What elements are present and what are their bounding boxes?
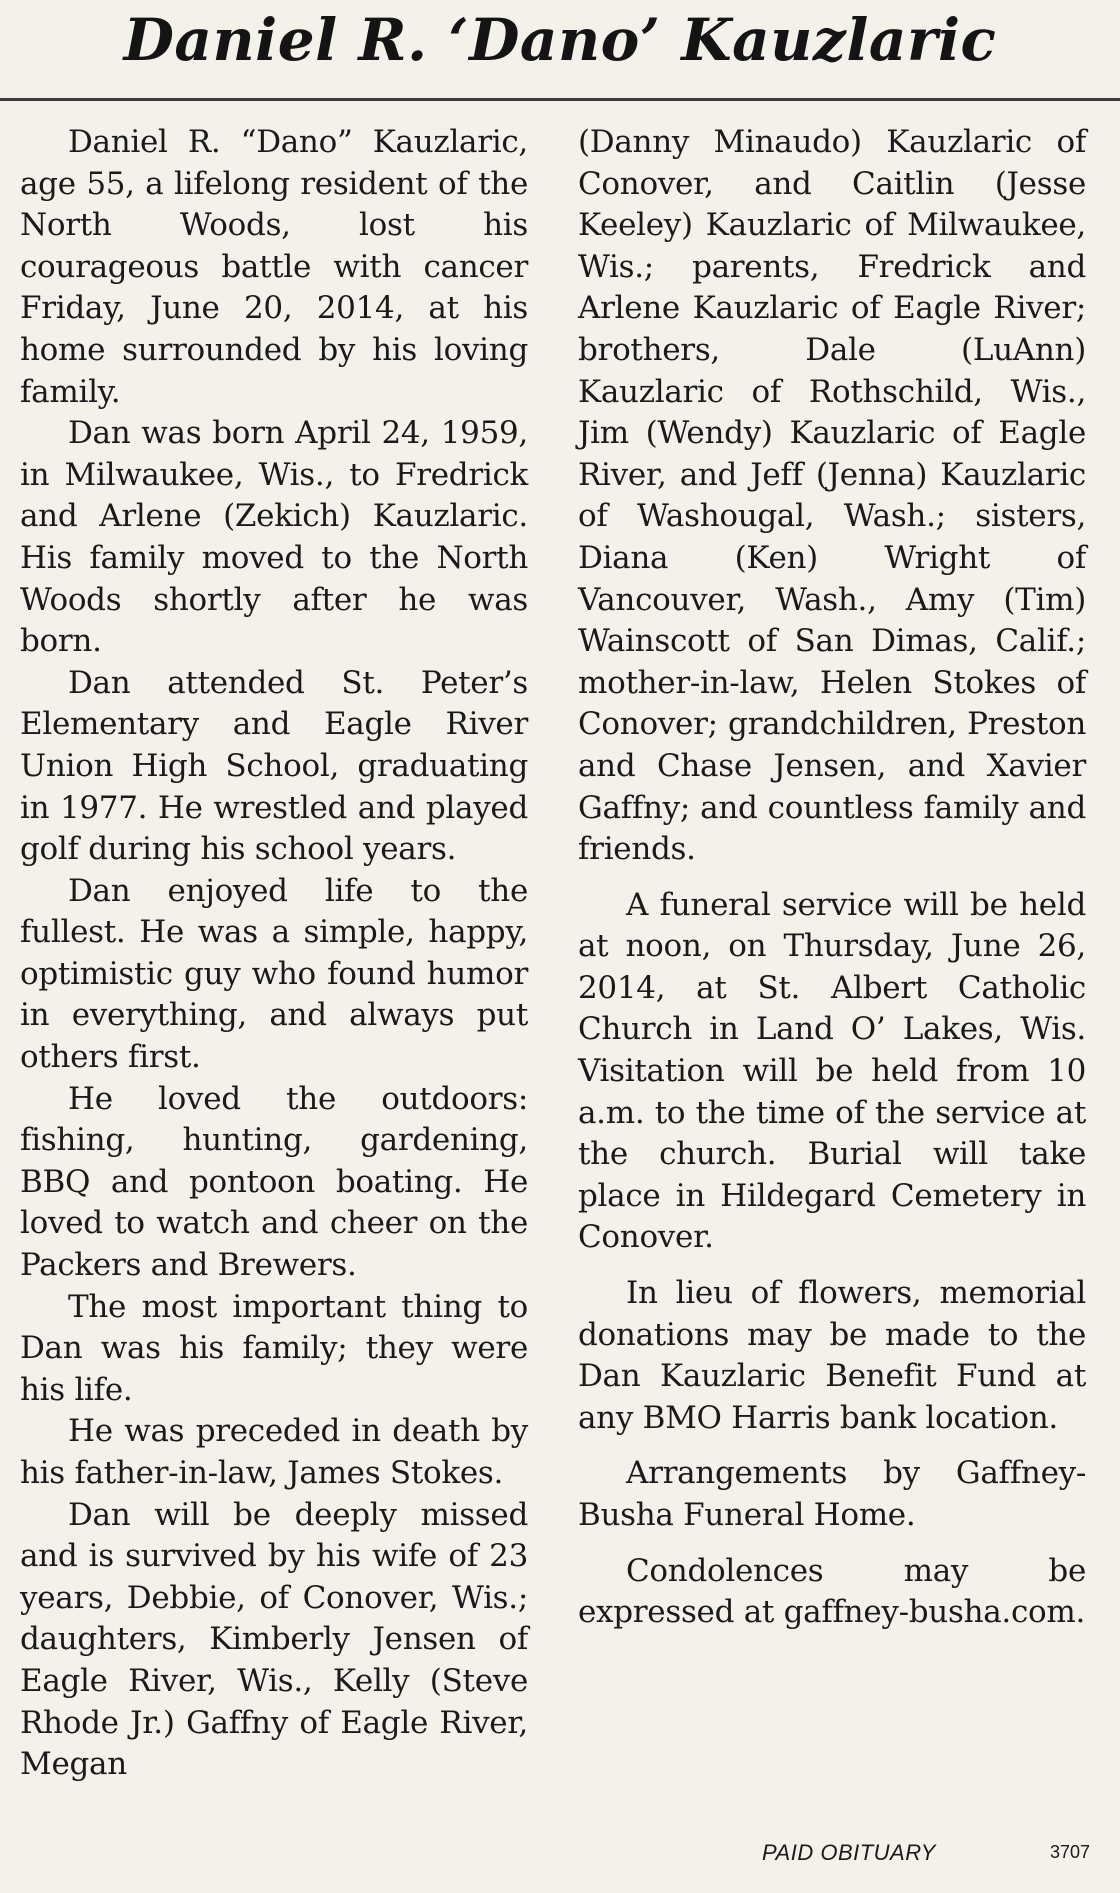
ad-number: 3707: [1050, 1842, 1091, 1862]
headline-rule: [0, 98, 1120, 101]
left-column: [20, 122, 528, 1786]
obituary-headline: Daniel R. ‘Dano’ Kauzlaric: [123, 6, 997, 74]
paragraph: Daniel R. “Dano” Kauzlaric, age 55, a lifelong resident of the North Woods, lost his courageous battle with cancer Friday, June 20, 2014, at his home surrounded by his loving family.: [20, 124, 528, 410]
paragraph-continued: (Danny Minaudo) Kauzlaric of Conover, and Caitlin (Jesse Keeley) Kauzlaric of Milwaukee, Wis.; parents, Fredrick and Arlene Kauzlaric of Eagle River; brothers, Dale (LuAnn) Kauzlaric of Rothschild, Wis., Jim (Wendy) Kauzlaric of Eagle River, and Jeff (Jenna) Kauzlaric of Washougal, Wash.; sisters, Diana (Ken) Wright of Vancouver, Wash., Amy (Tim) Wainscott of San Dimas, Calif.; mother-in-law, Helen Stokes of Conover; grandchildren, Preston and Chase Jensen, and Xavier Gaffny; and countless family and friends.: [578, 124, 1086, 868]
paragraph: He loved the outdoors: fishing, hunting, gardening, BBQ and pontoon boating. He loved to watch and cheer on the Packers and Brewers.: [20, 1080, 528, 1284]
paragraph: Dan attended St. Peter’s Elementary and Eagle River Union High School, graduating in 1977. He wrestled and played golf during his school years.: [20, 664, 528, 868]
paragraph: He was preceded in death by his father-in-law, James Stokes.: [20, 1413, 528, 1491]
paragraph: Arrangements by Gaffney-Busha Funeral Home.: [578, 1455, 1086, 1533]
paragraph: The most important thing to Dan was his family; they were his life.: [20, 1288, 528, 1408]
paragraph: Dan was born April 24, 1959, in Milwaukee, Wis., to Fredrick and Arlene (Zekich) Kauzlaric. His family moved to the North Woods shortly after he was born.: [20, 415, 528, 660]
right-column: [578, 122, 1086, 1634]
paragraph: Dan will be deeply missed and is survived by his wife of 23 years, Debbie, of Conover, Wis.; daughters, Kimberly Jensen of Eagle River, Wis., Kelly (Steve Rhode Jr.) Gaffny of Eagle River, Megan: [20, 1496, 528, 1783]
paragraph: A funeral service will be held at noon, on Thursday, June 26, 2014, at St. Albert Catholic Church in Land O’ Lakes, Wis. Visitation will be held from 10 a.m. to the time of the service at the church. Burial will take place in Hildegard Cemetery in Conover.: [578, 886, 1086, 1256]
paid-obituary-label: PAID OBITUARY: [762, 1840, 936, 1865]
paragraph: Condolences may be expressed at gaffney-busha.com.: [578, 1552, 1086, 1631]
paragraph: Dan enjoyed life to the fullest. He was a simple, happy, optimistic guy who found humor in everything, and always put others first.: [20, 872, 528, 1076]
paragraph: In lieu of flowers, memorial donations may be made to the Dan Kauzlaric Benefit Fund at any BMO Harris bank location.: [578, 1275, 1086, 1436]
